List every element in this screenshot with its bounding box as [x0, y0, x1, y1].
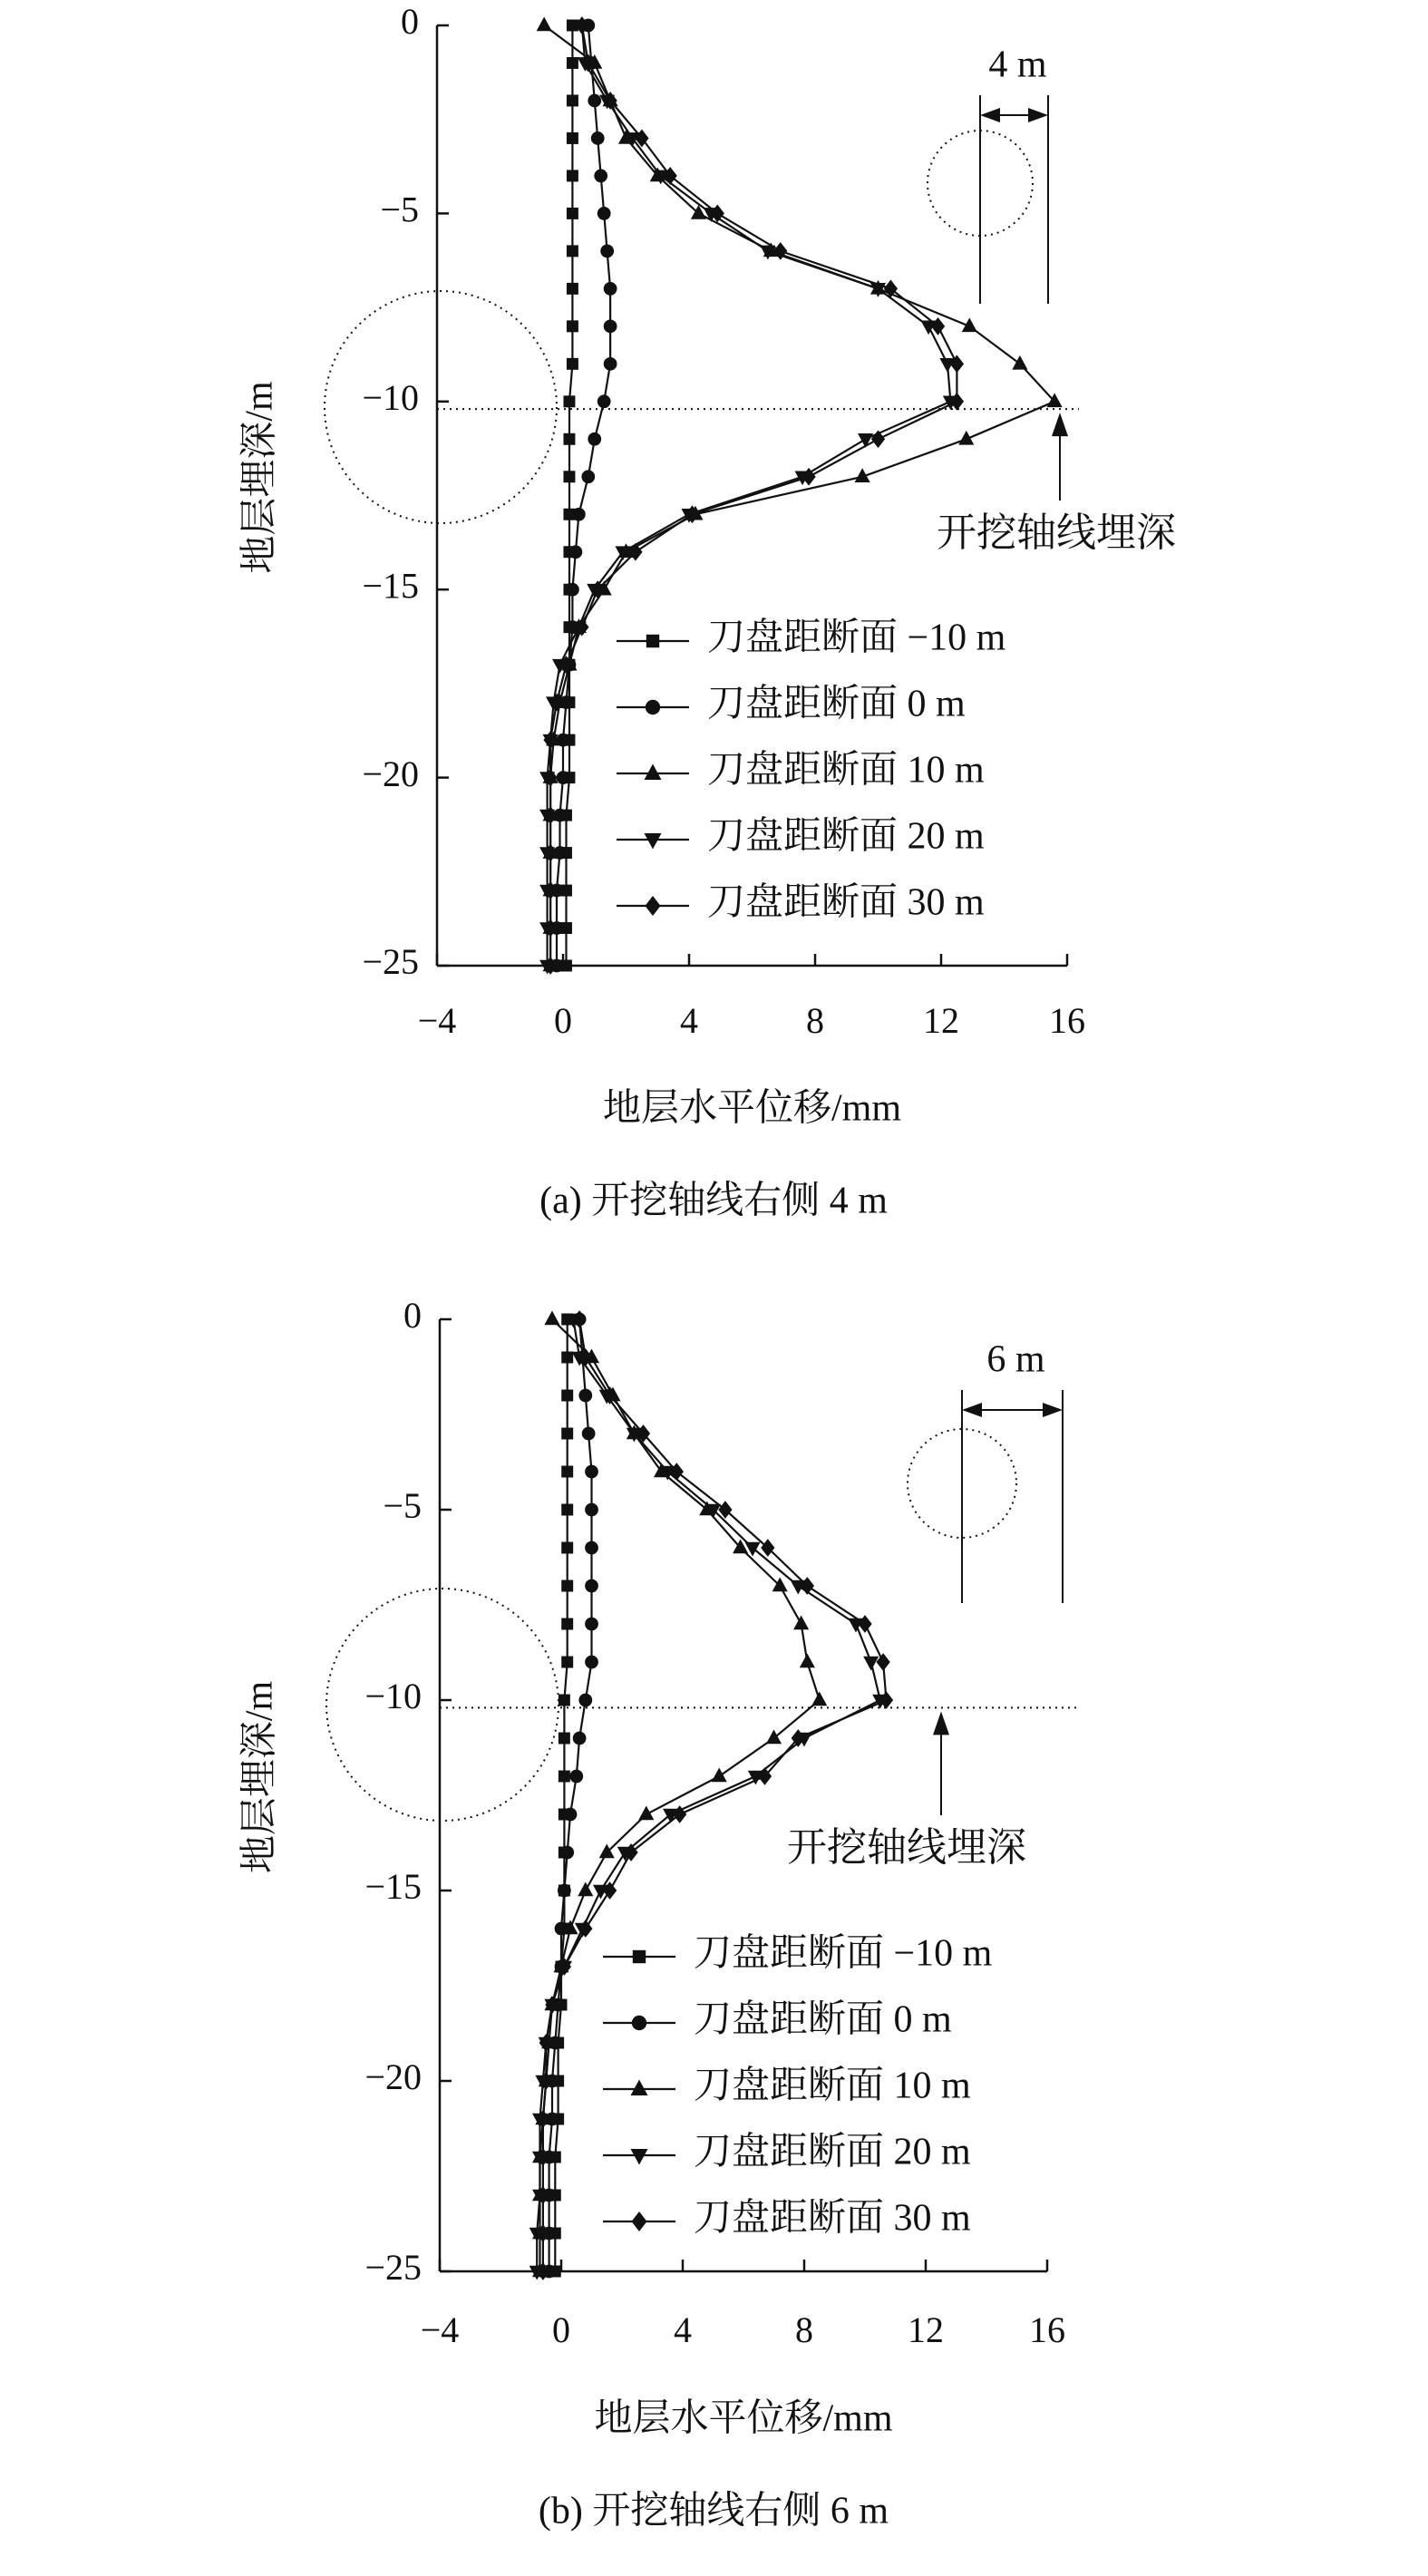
data-point — [712, 1768, 727, 1783]
y-axis-label: 地层埋深/m — [238, 381, 281, 574]
x-tick-label: −4 — [417, 1000, 457, 1042]
x-tick-label: 4 — [680, 1000, 698, 1042]
legend-label: 刀盘距断面 −10 m — [707, 617, 1006, 659]
inset-arrow-left — [962, 1403, 982, 1417]
chart-panel-a — [239, 1, 1176, 1221]
x-tick-label: 12 — [923, 1000, 959, 1042]
series-circle — [542, 1313, 598, 2279]
y-tick-label: −10 — [364, 1676, 422, 1717]
axis-depth-annotation: 开挖轴线埋深 — [937, 510, 1176, 556]
data-point — [559, 1771, 570, 1783]
axis-depth-annotation: 开挖轴线埋深 — [787, 1825, 1026, 1871]
data-point — [561, 1466, 573, 1478]
figure-caption: (a) 开挖轴线右侧 4 m — [539, 1180, 888, 1222]
data-point — [561, 1504, 573, 1516]
data-point — [604, 319, 617, 333]
y-tick-label: −5 — [380, 189, 419, 230]
data-point — [561, 1390, 573, 1402]
chart-panel-b — [239, 1295, 1079, 2532]
data-point — [931, 317, 945, 335]
legend-marker — [645, 833, 662, 850]
x-tick-label: −4 — [420, 2309, 460, 2351]
data-point — [800, 1654, 815, 1668]
y-tick-label: −20 — [362, 753, 419, 794]
data-point — [567, 358, 578, 370]
data-point — [950, 393, 964, 411]
inset-arrow-right — [1028, 108, 1048, 122]
data-point — [567, 170, 578, 181]
figure-caption: (b) 开挖轴线右侧 6 m — [538, 2490, 889, 2532]
data-point — [557, 771, 570, 784]
data-point — [567, 208, 578, 219]
data-point — [563, 471, 575, 482]
data-point — [539, 2034, 553, 2052]
data-point — [588, 433, 601, 446]
data-point — [567, 132, 578, 144]
data-point — [561, 1542, 573, 1554]
data-point — [559, 1733, 570, 1745]
data-point — [801, 1577, 814, 1595]
data-point — [561, 1352, 573, 1364]
data-point — [594, 170, 607, 183]
series-line — [555, 1319, 567, 2271]
tunnel-section-circle — [325, 291, 557, 523]
data-point — [578, 1389, 592, 1403]
data-point — [582, 1427, 596, 1441]
data-point — [543, 806, 557, 824]
data-point — [537, 17, 552, 32]
data-point — [761, 1539, 774, 1557]
inset-arrow-right — [1043, 1403, 1063, 1417]
legend-marker — [631, 2080, 648, 2096]
data-point — [573, 1732, 587, 1745]
data-point — [863, 1657, 879, 1671]
data-point — [567, 57, 578, 69]
y-tick-label: −10 — [362, 376, 419, 418]
data-point — [811, 1692, 827, 1706]
legend-label: 刀盘距断面 30 m — [707, 881, 985, 924]
series-line — [537, 1319, 880, 2271]
data-point — [567, 283, 578, 295]
legend-label: 刀盘距断面 30 m — [694, 2197, 971, 2240]
series-line — [567, 25, 573, 966]
data-point — [561, 1619, 573, 1630]
y-tick-label: −5 — [383, 1485, 422, 1527]
data-point — [567, 320, 578, 332]
data-point — [578, 1694, 592, 1707]
legend-marker — [631, 2149, 648, 2165]
x-tick-label: 0 — [554, 1000, 572, 1042]
series-circle — [550, 19, 617, 973]
x-tick-label: 16 — [1029, 2309, 1065, 2351]
x-axis-label: 地层水平位移/mm — [602, 1087, 902, 1130]
x-tick-label: 0 — [552, 2309, 570, 2351]
data-point — [597, 394, 611, 408]
series-square — [549, 1314, 573, 2278]
series-line — [557, 25, 610, 966]
legend-marker — [646, 896, 661, 916]
data-point — [558, 1884, 571, 1898]
data-point — [604, 357, 617, 371]
legend — [617, 617, 1006, 924]
legend-marker — [633, 1950, 646, 1963]
legend-label: 刀盘距断面 0 m — [707, 683, 966, 725]
y-tick-label: −25 — [362, 941, 419, 983]
x-tick-label: 12 — [908, 2309, 944, 2351]
data-point — [585, 1541, 598, 1555]
y-axis-label: 地层埋深/m — [238, 1680, 281, 1874]
data-point — [1012, 355, 1027, 370]
data-point — [950, 355, 964, 373]
y-tick-label: −25 — [364, 2247, 422, 2289]
y-tick-label: −15 — [362, 565, 419, 607]
data-point — [591, 131, 605, 145]
data-point — [560, 1846, 574, 1860]
x-tick-label: 8 — [795, 2309, 813, 2351]
data-point — [585, 1618, 598, 1631]
inset-arrow-left — [980, 108, 1000, 122]
legend-marker — [646, 635, 659, 647]
series-square — [560, 20, 578, 972]
legend — [603, 1933, 993, 2240]
y-tick-label: −20 — [364, 2056, 422, 2098]
data-point — [604, 282, 617, 296]
data-point — [588, 94, 601, 108]
data-point — [578, 1882, 593, 1897]
legend-marker — [632, 2016, 646, 2030]
data-point — [600, 245, 614, 258]
data-point — [544, 1311, 559, 1326]
data-point — [597, 207, 611, 220]
y-tick-label: 0 — [403, 1295, 422, 1337]
data-point — [585, 1656, 598, 1669]
data-point — [876, 1653, 889, 1671]
data-point — [563, 433, 575, 445]
data-point — [569, 1770, 583, 1784]
data-point — [561, 1580, 573, 1592]
data-point — [638, 1806, 654, 1821]
axis-arrow-head — [933, 1711, 949, 1735]
x-tick-label: 4 — [674, 2309, 692, 2351]
data-point — [543, 844, 557, 862]
series-line — [549, 1319, 592, 2271]
data-point — [858, 1615, 871, 1633]
tunnel-section-circle — [326, 1589, 559, 1821]
data-point — [567, 94, 578, 106]
inset-offset-label: 4 m — [988, 44, 1047, 86]
x-tick-label: 8 — [806, 1000, 824, 1042]
legend-label: 刀盘距断面 20 m — [694, 2131, 971, 2173]
data-point — [685, 505, 699, 523]
legend-label: 刀盘距断面 0 m — [694, 1998, 952, 2041]
y-tick-label: 0 — [401, 1, 419, 43]
data-point — [793, 1616, 809, 1630]
legend-label: 刀盘距断面 10 m — [694, 2065, 971, 2107]
legend-marker — [632, 2211, 647, 2231]
data-point — [543, 769, 557, 787]
x-axis-label: 地层水平位移/mm — [594, 2397, 893, 2440]
data-point — [564, 1808, 578, 1822]
y-tick-label: −15 — [364, 1866, 422, 1908]
data-point — [585, 1503, 598, 1517]
data-point — [566, 583, 579, 597]
data-point — [559, 1695, 570, 1706]
axis-arrow-head — [1052, 413, 1068, 436]
x-tick-label: 16 — [1049, 1000, 1085, 1042]
series-line — [540, 1319, 820, 2271]
legend-marker — [646, 700, 660, 714]
data-point — [871, 430, 885, 448]
data-point — [536, 2110, 549, 2128]
data-point — [561, 1657, 573, 1668]
legend-label: 刀盘距断面 20 m — [707, 815, 985, 858]
legend-marker — [645, 764, 662, 781]
data-point — [561, 1428, 573, 1440]
data-point — [585, 1465, 598, 1479]
legend-label: 刀盘距断面 −10 m — [694, 1932, 993, 1975]
data-point — [567, 245, 578, 257]
data-point — [572, 508, 586, 521]
data-point — [563, 395, 575, 407]
data-point — [628, 543, 642, 561]
data-point — [581, 470, 595, 483]
legend-label: 刀盘距断面 10 m — [707, 749, 985, 792]
data-point — [585, 1580, 598, 1593]
data-point — [766, 1730, 782, 1745]
data-point — [569, 545, 583, 559]
inset-offset-label: 6 m — [986, 1338, 1045, 1381]
